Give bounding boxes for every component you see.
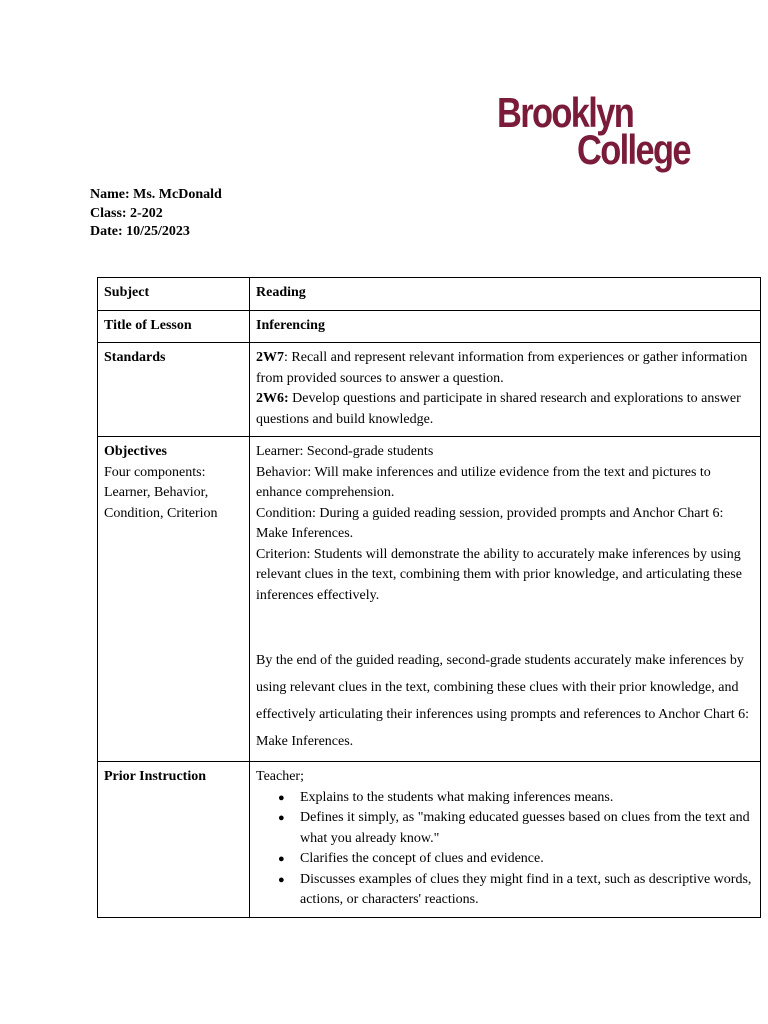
row-title xyxy=(98,310,761,343)
list-item: ● Explains to the students what making inferences means. xyxy=(300,788,754,809)
row-objectives xyxy=(98,437,761,762)
standards-value-cell xyxy=(250,343,761,437)
standard-item xyxy=(256,389,754,430)
list-item: ● Discusses examples of clues they might find in a text, such as descriptive words, actions, or characters' reactions. xyxy=(300,870,754,911)
title-value: Inferencing xyxy=(256,317,325,333)
title-label: Title of Lesson xyxy=(104,317,192,333)
class-number: Class: 2-202 xyxy=(90,205,163,221)
objective-summary: By the end of the guided reading, second-grade students accurately make inferences by using relevant clues in the text, combining these clues with their prior knowledge, and effectively articulating their inferences using prompts and references to Anchor Chart 6: Make Inferences. xyxy=(256,653,750,749)
subject-label: Subject xyxy=(104,285,150,300)
objectives-label-cell xyxy=(98,437,250,762)
row-subject xyxy=(98,278,761,311)
teacher-name: Name: Ms. McDonald xyxy=(90,187,222,202)
standard-text: Develop questions and participate in shared research and explorations to answer questions and build knowledge. xyxy=(256,391,741,427)
title-label-cell xyxy=(98,310,250,343)
prior-bullet-list xyxy=(256,788,754,911)
prior-value-cell xyxy=(250,762,761,918)
objectives-label: Objectives xyxy=(104,444,167,459)
subject-value-cell xyxy=(250,278,761,311)
objective-criterion: Criterion: Students will demonstrate the ability to accurately make inferences by using relevant clues in the text, combining them with prior knowledge, and articulating these inferences effectively. xyxy=(256,546,742,603)
objectives-sublabel: Four components: Learner, Behavior, Condition, Criterion xyxy=(104,464,218,521)
list-item: ● Clarifies the concept of clues and evidence. xyxy=(300,849,754,870)
title-value-cell xyxy=(250,310,761,343)
objective-behavior: Behavior: Will make inferences and utilize evidence from the text and pictures to enhance comprehension. xyxy=(256,464,711,500)
logo-line-2: College xyxy=(577,126,690,173)
subject-value: Reading xyxy=(256,285,306,300)
row-prior-instruction xyxy=(98,762,761,918)
prior-label: Prior Instruction xyxy=(104,769,207,784)
lesson-date: Date: 10/25/2023 xyxy=(90,224,190,239)
standard-code: 2W7 xyxy=(256,350,284,365)
standard-item xyxy=(256,348,754,389)
objectives-value-cell xyxy=(250,437,761,762)
standards-label-cell xyxy=(98,343,250,437)
teacher-info xyxy=(90,186,222,242)
objective-learner: Learner: Second-grade students xyxy=(256,444,434,459)
standards-label: Standards xyxy=(104,350,166,365)
row-standards xyxy=(98,343,761,437)
objective-condition: Condition: During a guided reading session, provided prompts and Anchor Chart 6: Make Inferences. xyxy=(256,505,724,541)
list-item: ● Defines it simply, as "making educated guesses based on clues from the text and what you already know." xyxy=(300,808,754,849)
standard-text: : Recall and represent relevant information from experiences or gather information from provided sources to answer a question. xyxy=(256,350,748,386)
standard-code: 2W6: xyxy=(256,391,289,406)
prior-label-cell xyxy=(98,762,250,918)
prior-intro: Teacher; xyxy=(256,769,304,784)
subject-label-cell xyxy=(98,278,250,311)
lesson-plan-table xyxy=(97,277,761,918)
logo-line-1: Brooklyn xyxy=(497,89,634,136)
brooklyn-college-logo xyxy=(497,89,690,174)
paragraph-spacer xyxy=(256,606,754,647)
